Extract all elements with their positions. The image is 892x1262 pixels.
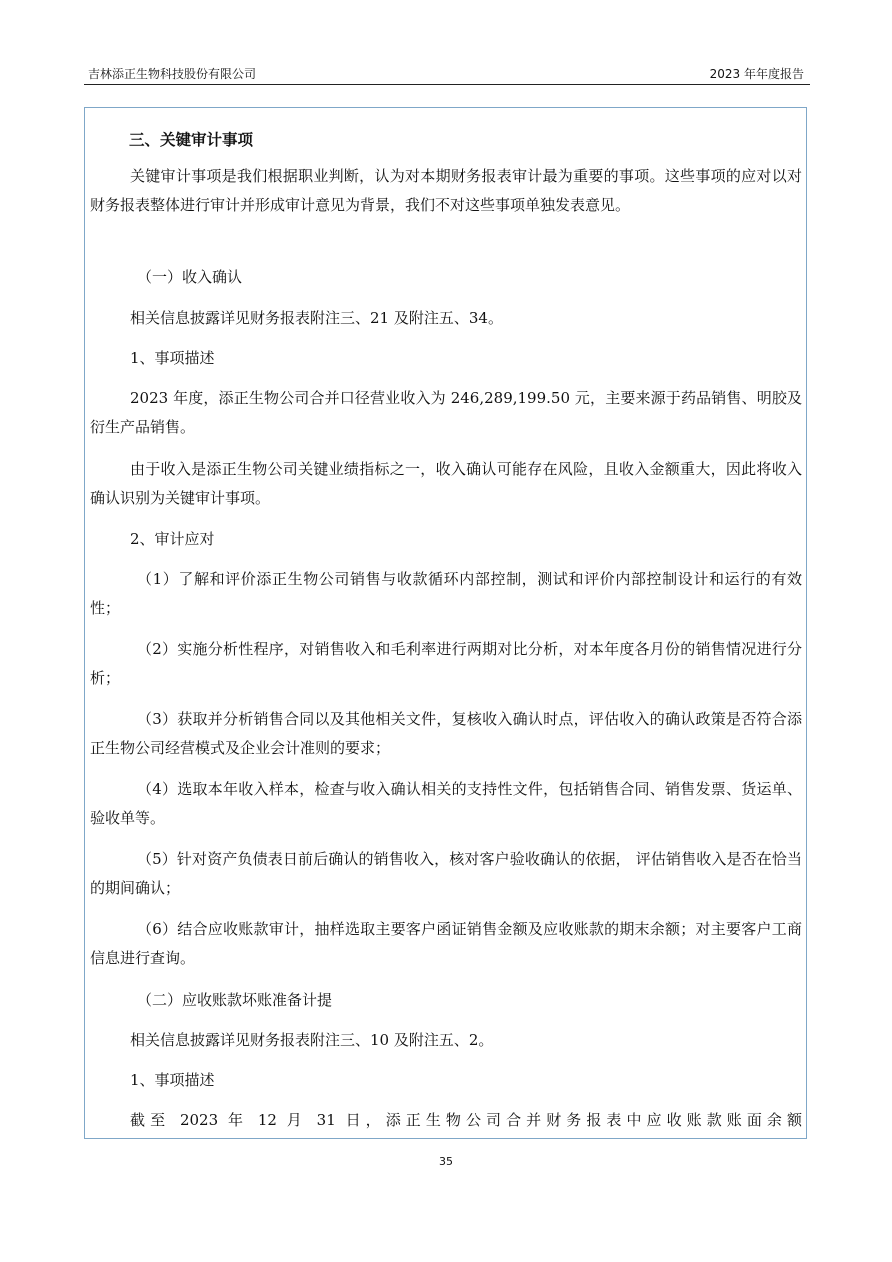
item-description-heading-2: 1、事项描述 <box>130 1071 215 1089</box>
item-description-heading: 1、事项描述 <box>130 349 215 367</box>
subheading-revenue: （一）收入确认 <box>137 268 243 286</box>
paragraph-revenue-risk: 由于收入是添正生物公司关键业绩指标之一，收入确认可能存在风险，且收入金额重大，因此将收入确认识别为关键审计事项。 <box>90 460 802 507</box>
paragraph-receivables-balance: 截至 2023 年 12 月 31 日，添正生物公司合并财务报表中应收账款账面余额 <box>130 1111 802 1129</box>
page-number: 35 <box>439 1155 453 1168</box>
audit-step-2: （2）实施分析性程序，对销售收入和毛利率进行两期对比分析，对本年度各月份的销售情况进行分析； <box>90 640 802 687</box>
audit-step-6: （6）结合应收账款审计，抽样选取主要客户函证销售金额及应收账款的期末余额；对主要客户工商信息进行查询。 <box>90 920 802 967</box>
paragraph-intro: 关键审计事项是我们根据职业判断，认为对本期财务报表审计最为重要的事项。这些事项的应对以对财务报表整体进行审计并形成审计意见为背景，我们不对这些事项单独发表意见。 <box>90 167 802 214</box>
paragraph-receivables-disclosure: 相关信息披露详见财务报表附注三、10 及附注五、2。 <box>130 1031 494 1049</box>
company-name: 吉林添正生物科技股份有限公司 <box>88 67 257 81</box>
subheading-receivables: （二）应收账款坏账准备计提 <box>137 991 333 1009</box>
section-heading: 三、关键审计事项 <box>129 131 254 149</box>
paragraph-revenue-amount: 2023 年度，添正生物公司合并口径营业收入为 246,289,199.50 元，主要来源于药品销售、明胶及衍生产品销售。 <box>90 389 802 436</box>
content-box <box>84 107 807 1139</box>
paragraph-revenue-disclosure: 相关信息披露详见财务报表附注三、21 及附注五、34。 <box>130 309 503 327</box>
audit-step-4: （4）选取本年收入样本，检查与收入确认相关的支持性文件，包括销售合同、销售发票、货运单、验收单等。 <box>90 780 802 827</box>
page-header <box>84 64 810 85</box>
audit-step-3: （3）获取并分析销售合同以及其他相关文件，复核收入确认时点，评估收入的确认政策是否符合添正生物公司经营模式及企业会计准则的要求； <box>90 710 802 757</box>
audit-response-heading: 2、审计应对 <box>130 530 215 548</box>
audit-step-5: （5）针对资产负债表日前后确认的销售收入，核对客户验收确认的依据， 评估销售收入是否在恰当的期间确认； <box>90 850 802 897</box>
audit-step-1: （1）了解和评价添正生物公司销售与收款循环内部控制，测试和评价内部控制设计和运行的有效性； <box>90 570 802 617</box>
report-title: 2023 年年度报告 <box>709 67 804 81</box>
